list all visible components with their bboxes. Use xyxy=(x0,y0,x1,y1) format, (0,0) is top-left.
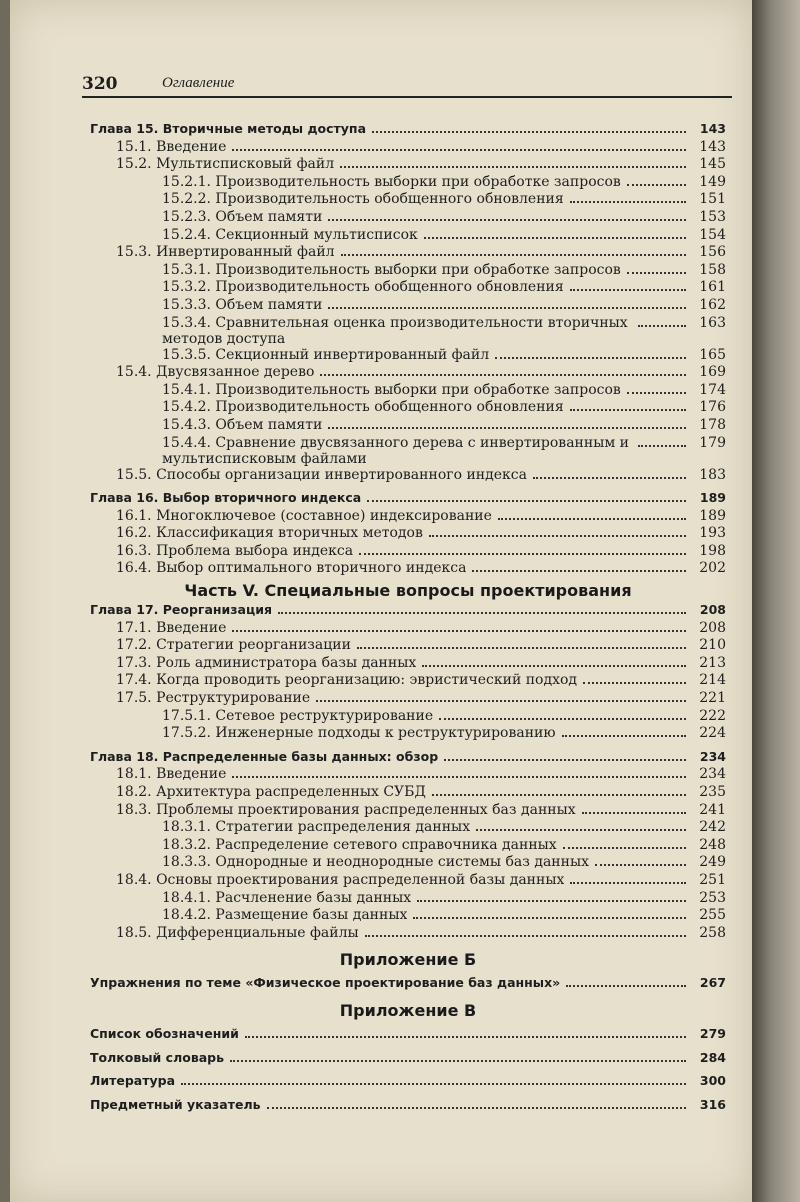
toc-entry-title: Упражнения по теме «Физическое проектирование баз данных» xyxy=(90,975,561,991)
toc-entry-title: Глава 17. Реорганизация xyxy=(90,602,273,618)
toc-entry-page: 241 xyxy=(699,801,726,818)
toc-entry[interactable] xyxy=(90,467,726,485)
toc-entry[interactable] xyxy=(90,837,726,855)
toc-entry-page: 255 xyxy=(699,907,726,924)
toc-entry[interactable] xyxy=(90,672,726,690)
toc-entry[interactable] xyxy=(90,364,726,382)
toc-entry-page: 284 xyxy=(699,1049,726,1065)
toc-entry[interactable] xyxy=(90,854,726,872)
toc-chapter-entry[interactable] xyxy=(90,749,726,767)
leader-dots xyxy=(570,409,686,411)
leader-dots xyxy=(357,647,686,649)
toc-entry[interactable] xyxy=(90,925,726,943)
toc-entry-page: 143 xyxy=(699,121,726,136)
toc-entry-title: Глава 16. Выбор вторичного индекса xyxy=(90,490,362,506)
toc-entry[interactable] xyxy=(90,382,726,400)
toc-entry[interactable] xyxy=(90,156,726,174)
leader-dots xyxy=(367,500,686,502)
leader-dots xyxy=(316,700,686,702)
toc-entry[interactable] xyxy=(90,139,726,157)
leader-dots xyxy=(444,759,686,761)
toc-entry[interactable] xyxy=(90,560,726,578)
toc-entry-title: 15.1. Введение xyxy=(116,138,227,155)
leader-dots xyxy=(595,864,686,866)
toc-entry-page: 165 xyxy=(699,346,726,363)
toc-entry-page: 198 xyxy=(699,542,726,559)
toc-entry-title: 18.1. Введение xyxy=(116,766,227,783)
toc-entry[interactable] xyxy=(90,872,726,890)
toc-entry-title: 16.2. Классификация вторичных методов xyxy=(116,525,423,542)
toc-entry[interactable] xyxy=(90,766,726,784)
toc-entry[interactable] xyxy=(90,399,726,417)
toc-entry[interactable] xyxy=(90,620,726,638)
leader-dots xyxy=(230,1060,686,1062)
toc-entry-title: 15.2.1. Производительность выборки при обработке запросов xyxy=(162,173,621,190)
toc-entry-title: 15.4.3. Объем памяти xyxy=(162,416,323,433)
toc-entry-title: Предметный указатель xyxy=(90,1096,261,1112)
leader-dots xyxy=(328,219,686,221)
toc-entry-page: 176 xyxy=(699,399,726,416)
leader-dots xyxy=(320,374,686,376)
leader-dots xyxy=(181,1083,686,1085)
toc-entry[interactable] xyxy=(90,802,726,820)
toc-chapter-entry[interactable] xyxy=(90,1050,726,1068)
toc-entry[interactable] xyxy=(90,262,726,280)
toc-entry-title: 15.5. Способы организации инвертированного индекса xyxy=(116,466,527,483)
leader-dots xyxy=(232,776,686,778)
toc-entry[interactable] xyxy=(90,279,726,297)
toc-chapter-entry[interactable] xyxy=(90,975,726,993)
toc-entry-title: 17.5.2. Инженерные подходы к реструктурированию xyxy=(162,725,556,742)
leader-dots xyxy=(627,272,686,274)
page-number: 320 xyxy=(82,74,118,94)
toc-entry-title: Толковый словарь xyxy=(90,1049,225,1065)
leader-dots xyxy=(359,553,686,555)
toc-entry-title: 18.5. Дифференциальные файлы xyxy=(116,924,359,941)
toc-entry-title: 15.4. Двусвязанное дерево xyxy=(116,364,315,381)
toc-entry-title: 15.3.1. Производительность выборки при обработке запросов xyxy=(162,261,621,278)
toc-entry-title: 15.3.4. Сравнительная оценка производительности вторичных методов доступа xyxy=(162,314,628,347)
toc-entry[interactable] xyxy=(90,890,726,908)
toc-entry-page: 214 xyxy=(699,672,726,689)
leader-dots xyxy=(570,201,686,203)
toc-entry-title: 15.2.2. Производительность обобщенного обновления xyxy=(162,191,564,208)
leader-dots xyxy=(498,518,686,520)
toc-entry-title: 18.4.2. Размещение базы данных xyxy=(162,907,408,924)
toc-entry-page: 279 xyxy=(699,1025,726,1041)
toc-chapter-entry[interactable] xyxy=(90,121,726,139)
toc-entry-page: 149 xyxy=(699,173,726,190)
toc-entry[interactable] xyxy=(90,227,726,245)
toc-entry-page: 161 xyxy=(699,279,726,296)
toc-entry-page: 162 xyxy=(699,296,726,313)
toc-entry-title: 16.1. Многоключевое (составное) индексирование xyxy=(116,507,492,524)
leader-dots xyxy=(562,735,686,737)
leader-dots xyxy=(533,477,686,479)
toc-entry[interactable] xyxy=(90,637,726,655)
toc-entry-page: 143 xyxy=(699,138,726,155)
toc-chapter-entry[interactable] xyxy=(90,602,726,620)
leader-dots xyxy=(439,718,686,720)
toc-entry-title: 17.2. Стратегии реорганизации xyxy=(116,637,351,654)
leader-dots xyxy=(340,166,686,168)
appendix-heading: Приложение Б xyxy=(339,950,477,970)
toc-entry[interactable] xyxy=(90,244,726,262)
leader-dots xyxy=(278,612,686,614)
leader-dots xyxy=(432,794,686,796)
toc-entry-title: 15.3.3. Объем памяти xyxy=(162,296,323,313)
toc-entry-page: 258 xyxy=(699,924,726,941)
toc-entry[interactable] xyxy=(90,191,726,209)
running-header xyxy=(82,72,732,98)
toc-entry-page: 178 xyxy=(699,416,726,433)
toc-entry-title: Глава 18. Распределенные базы данных: обзор xyxy=(90,748,439,764)
toc-entry-title: 15.4.2. Производительность обобщенного обновления xyxy=(162,399,564,416)
toc-entry-page: 189 xyxy=(699,490,726,506)
toc-entry-title: 15.4.4. Сравнение двусвязанного дерева с инвертированным и мультисписковым файлами xyxy=(162,434,630,467)
leader-dots xyxy=(417,900,686,902)
leader-dots xyxy=(372,131,686,133)
toc-entry[interactable] xyxy=(90,347,726,365)
toc-entry-page: 183 xyxy=(699,466,726,483)
toc-entry-page: 267 xyxy=(699,975,726,991)
leader-dots xyxy=(232,149,686,151)
toc-chapter-entry[interactable] xyxy=(90,1026,726,1044)
toc-entry[interactable] xyxy=(90,297,726,315)
toc-entry-page: 300 xyxy=(699,1073,726,1089)
toc-entry[interactable] xyxy=(90,725,726,743)
toc-entry-page: 189 xyxy=(699,507,726,524)
toc-entry-page: 221 xyxy=(699,690,726,707)
toc-entry-title: 17.4. Когда проводить реорганизацию: эвристический подход xyxy=(116,672,578,689)
leader-dots xyxy=(476,829,686,831)
leader-dots xyxy=(563,847,686,849)
toc-entry[interactable] xyxy=(90,174,726,192)
toc-entry-page: 158 xyxy=(699,261,726,278)
book-edge xyxy=(752,0,800,1202)
toc-entry[interactable] xyxy=(90,525,726,543)
toc-entry[interactable] xyxy=(90,819,726,837)
toc-entry[interactable] xyxy=(90,508,726,526)
toc-entry-page: 145 xyxy=(699,156,726,173)
toc-entry[interactable] xyxy=(90,907,726,925)
table-of-contents xyxy=(90,121,726,1114)
toc-entry[interactable] xyxy=(90,708,726,726)
leader-dots xyxy=(429,535,686,537)
leader-dots xyxy=(583,682,686,684)
leader-dots xyxy=(627,184,686,186)
leader-dots xyxy=(365,935,686,937)
toc-entry[interactable] xyxy=(90,543,726,561)
toc-entry-page: 242 xyxy=(699,819,726,836)
toc-entry-page: 235 xyxy=(699,784,726,800)
leader-dots xyxy=(328,307,686,309)
toc-entry-page: 151 xyxy=(699,191,726,208)
leader-dots xyxy=(570,289,686,291)
toc-entry-page: 208 xyxy=(699,602,726,618)
toc-entry[interactable] xyxy=(90,435,726,467)
toc-entry-title: 18.3.3. Однородные и неоднородные системы баз данных xyxy=(162,854,589,871)
leader-dots xyxy=(566,985,686,987)
toc-entry-page: 222 xyxy=(699,707,726,724)
leader-dots xyxy=(495,357,686,359)
toc-entry-title: 18.3. Проблемы проектирования распределенных баз данных xyxy=(116,801,576,818)
leader-dots xyxy=(472,570,686,572)
leader-dots xyxy=(245,1036,686,1038)
leader-dots xyxy=(627,392,686,394)
leader-dots xyxy=(638,325,686,327)
toc-entry-title: Список обозначений xyxy=(90,1025,239,1041)
toc-entry[interactable] xyxy=(90,417,726,435)
toc-entry-page: 193 xyxy=(699,525,726,542)
toc-entry-title: 18.3.1. Стратегии распределения данных xyxy=(162,819,471,836)
toc-entry-page: 316 xyxy=(699,1096,726,1112)
toc-entry-page: 174 xyxy=(699,381,726,398)
leader-dots xyxy=(232,630,686,632)
toc-entry-page: 253 xyxy=(699,889,726,906)
toc-entry-title: 16.3. Проблема выбора индекса xyxy=(116,542,354,559)
toc-entry-title: 15.3.2. Производительность обобщенного обновления xyxy=(162,279,564,296)
toc-chapter-entry[interactable] xyxy=(90,1097,726,1115)
part-heading: Часть V. Специальные вопросы проектирования xyxy=(184,581,632,601)
toc-entry-title: 15.3. Инвертированный файл xyxy=(116,244,335,261)
appendix-heading: Приложение В xyxy=(339,1000,477,1020)
toc-entry-title: 15.3.5. Секционный инвертированный файл xyxy=(162,346,490,363)
toc-entry-page: 154 xyxy=(699,226,726,243)
toc-entry-page: 210 xyxy=(699,637,726,654)
toc-entry-title: 17.5. Реструктурирование xyxy=(116,690,311,707)
leader-dots xyxy=(341,254,686,256)
leader-dots xyxy=(582,812,686,814)
toc-entry-page: 248 xyxy=(699,836,726,853)
toc-entry-title: 15.4.1. Производительность выборки при обработке запросов xyxy=(162,381,621,398)
toc-chapter-entry[interactable] xyxy=(90,490,726,508)
toc-entry-title: Литература xyxy=(90,1073,176,1089)
toc-entry[interactable] xyxy=(90,690,726,708)
leader-dots xyxy=(267,1107,686,1109)
toc-entry-title: 15.2. Мультисписковый файл xyxy=(116,156,335,173)
toc-entry-title: 17.5.1. Сетевое реструктурирование xyxy=(162,707,434,724)
toc-entry-title: 16.4. Выбор оптимального вторичного индекса xyxy=(116,560,467,577)
leader-dots xyxy=(413,917,686,919)
toc-entry-page: 234 xyxy=(699,766,726,783)
toc-entry-title: 18.2. Архитектура распределенных СУБД xyxy=(116,784,426,800)
toc-entry-title: 15.2.3. Объем памяти xyxy=(162,208,323,225)
toc-entry-page: 208 xyxy=(699,619,726,636)
toc-entry-page: 153 xyxy=(699,208,726,225)
toc-entry-title: 15.2.4. Секционный мультисписок xyxy=(162,226,418,243)
toc-entry-page: 224 xyxy=(699,725,726,742)
leader-dots xyxy=(570,882,686,884)
toc-entry[interactable] xyxy=(90,209,726,227)
toc-chapter-entry[interactable] xyxy=(90,1073,726,1091)
leader-dots xyxy=(328,427,686,429)
toc-entry[interactable] xyxy=(90,315,726,347)
toc-entry-page: 163 xyxy=(699,314,726,331)
leader-dots xyxy=(422,665,686,667)
toc-entry-page: 251 xyxy=(699,871,726,888)
toc-entry-title: 18.3.2. Распределение сетевого справочника данных xyxy=(162,836,557,853)
toc-entry-page: 202 xyxy=(699,560,726,577)
toc-entry-page: 234 xyxy=(699,748,726,764)
toc-entry-title: 18.4.1. Расчленение базы данных xyxy=(162,889,412,906)
toc-entry[interactable] xyxy=(90,655,726,673)
leader-dots xyxy=(424,237,686,239)
toc-entry-title: 17.3. Роль администратора базы данных xyxy=(116,654,417,671)
leader-dots xyxy=(638,445,686,447)
toc-entry-page: 179 xyxy=(699,434,726,451)
toc-entry[interactable] xyxy=(90,784,726,802)
toc-entry-page: 156 xyxy=(699,244,726,261)
toc-entry-title: 18.4. Основы проектирования распределенной базы данных xyxy=(116,871,565,888)
toc-entry-title: Глава 15. Вторичные методы доступа xyxy=(90,121,367,136)
toc-entry-page: 213 xyxy=(699,654,726,671)
toc-entry-page: 169 xyxy=(699,364,726,381)
header-title: Оглавление xyxy=(162,75,235,91)
toc-entry-page: 249 xyxy=(699,854,726,871)
toc-entry-title: 17.1. Введение xyxy=(116,619,227,636)
